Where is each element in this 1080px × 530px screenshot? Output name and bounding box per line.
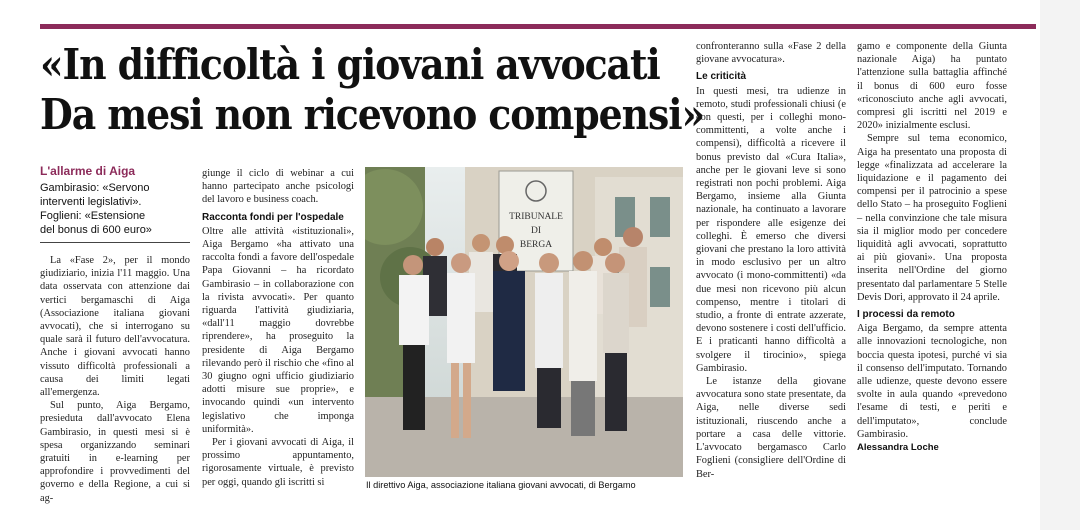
headline-line-2: Da mesi non ricevono compensi»	[40, 90, 705, 139]
sign-text-2: DI	[530, 226, 542, 236]
paragraph: Aiga Bergamo, da sempre attenta alle innovazioni tecnologiche, non boccia questa ipotesi, purché vi sia il consenso dell'imputato. Tornando alle udienze, queste devono essere svolte in aula quando «prevedono l'esame di testi, e periti e dell'imputato», conclude Gambirasio.	[857, 323, 1007, 440]
paragraph: giunge il ciclo di webinar a cui hanno partecipato anche psicologi del lavoro e business coach.	[202, 168, 354, 206]
subhead-line: interventi legislativi».	[40, 196, 142, 208]
sign-text-1: TRIBUNALE	[509, 212, 563, 222]
author-byline: Alessandra Loche	[857, 442, 939, 454]
paragraph: Oltre alle attività «istituzionali», Aiga Bergamo «ha attivato una raccolta fondi a favore dell'ospedale Papa Giovanni – ha ricordato Gambirasio – in collaborazione con la rivista avvocati». Per quanto riguarda l'attività giudiziaria, «dall'11 maggio dovrebbe riprendere», ha proseguito la presidente di Aiga Bergamo rilevando però il rischio che «fino al 30 giugno ogni ufficio giudiziario adotti misure sue proprie», e invocando quindi «un intervento legislativo che imponga uniformità».	[202, 225, 354, 435]
paragraph: In questi mesi, tra udienze in remoto, studi professionali chiusi (e con questi, per i colleghi mono-committenti, a volte anche i compensi), difficoltà a ricevere il bonus previsto dal «Cura Italia», anche per le giovani leve si sono registrati non pochi problemi. Aiga Bergamo, insieme alla Giunta nazionale, ha continuato a lavorare per rispondere alle esigenze dei colleghi. È emerso che diversi giovani che prestano la loro attività in modo esclusivo per un altro avvocato (i mono-committenti) «da due mesi non ricevono più alcun compenso, mentre i titolari di studio, a fronte di entrate azzerate, devono sostenere i costi dell'ufficio. E i praticanti hanno difficoltà a svolgere il tirocinio», spiega Gambirasio.	[696, 85, 846, 374]
article-subhead	[40, 181, 190, 237]
headline-line-1: «In difficoltà i giovani avvocati	[40, 40, 660, 89]
group-photo-illustration	[365, 167, 683, 477]
paragraph: Per i giovani avvocati di Aiga, il prossimo appuntamento, rigorosamente virtuale, è previsto per oggi, quando gli iscritti si	[202, 437, 354, 488]
paragraph: confronteranno sulla «Fase 2 della giovane avvocatura».	[696, 41, 846, 66]
section-heading: Le criticità	[696, 71, 747, 83]
section-heading: I processi da remoto	[857, 309, 955, 321]
paragraph: La «Fase 2», per il mondo giudiziario, inizia l'11 maggio. Una data osservata con attenzione dai vertici bergamaschi di Aiga (Associazione italiana giovani avvocati), che si interrogano su quale sarà il futuro dell'avvocatura. Anche i giovani avvocati hanno vissuto difficoltà professionali a causa dei limiti legati all'emergenza.	[40, 255, 190, 399]
paragraph: Sul punto, Aiga Bergamo, presieduta dall'avvocato Elena Gambirasio, in questi mesi si è spesa organizzando seminari gratuiti in e-learning per approfondire i provvedimenti del governo e della Regione, a cui si ag-	[40, 400, 190, 504]
page-edge	[1040, 0, 1080, 530]
body-column-1	[40, 254, 190, 505]
subhead-divider	[40, 242, 190, 243]
article-kicker: L'allarme di Aiga	[40, 164, 136, 178]
article-headline	[40, 40, 705, 140]
paragraph: gamo e componente della Giunta nazionale Aiga) ha puntato l'attenzione sulla battaglia affinché il bonus di 600 euro fosse «riconosciuto anche agli avvocati, compresi gli iscritti nel 2019 e 2020» inizialmente esclusi.	[857, 41, 1007, 132]
group-photo	[365, 167, 683, 477]
subhead-line: Gambirasio: «Servono	[40, 182, 150, 194]
photo-caption: Il direttivo Aiga, associazione italiana giovani avvocati, di Bergamo	[366, 480, 636, 490]
subhead-line: del bonus di 600 euro»	[40, 224, 152, 236]
body-column-3	[696, 40, 846, 481]
paragraph: Sempre sul tema economico, Aiga ha presentato una proposta di legge «finalizzata ad accelerare la liquidazione e il pagamento dei compensi per il patrocinio a spese dello Stato – ha proseguito Foglieni – nella convinzione che tale misura sia il miglior modo per concedere liquidità agli avvocati, soprattutto ai più giovani». Una proposta inserita nell'Ordine del giorno presentato dal parlamentare 5 Stelle Devis Dori, approvato il 24 aprile.	[857, 133, 1007, 303]
sign-text-3: BERGA	[519, 240, 553, 250]
section-heading: Racconta fondi per l'ospedale	[202, 211, 344, 223]
subhead-line: Foglieni: «Estensione	[40, 210, 146, 222]
body-column-4	[857, 40, 1007, 454]
section-color-bar	[40, 24, 1036, 29]
paragraph: Le istanze della giovane avvocatura sono state presentate, da Aiga, nelle diverse sedi istituzionali, riuscendo anche a portare a casa delle vittorie. L'avvocato bergamasco Carlo Foglieni (consigliere dell'Ordine di Ber-	[696, 376, 846, 480]
body-column-2	[202, 167, 354, 489]
